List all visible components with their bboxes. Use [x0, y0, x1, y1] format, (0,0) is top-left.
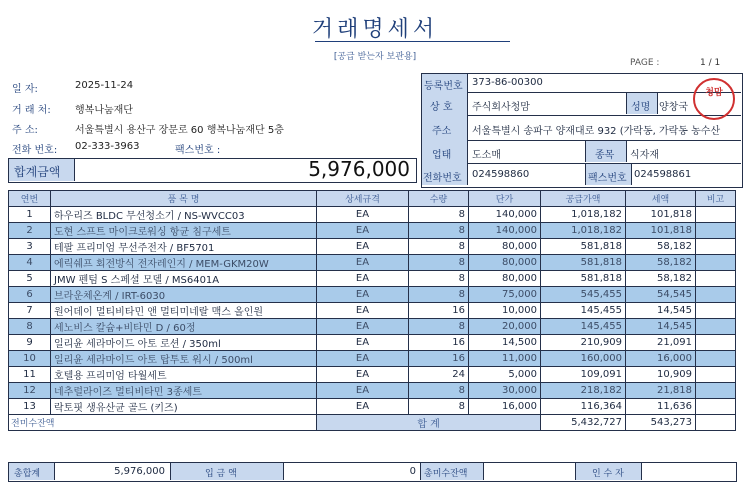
supplier-address-value: 서울특별시 송파구 양재대로 932 (가락동, 가락동 농수산: [472, 126, 721, 137]
row-supply: 1,018,182: [541, 206, 626, 222]
footer-payment-label: 입 금 액: [205, 469, 237, 479]
row-price: 20,000: [469, 318, 541, 334]
row-no: 6: [9, 286, 51, 302]
row-price: 80,000: [469, 270, 541, 286]
row-note: [696, 254, 736, 270]
row-spec: EA: [317, 366, 409, 382]
name-value: 양창국: [659, 102, 688, 113]
biz-type-label: 업태: [432, 150, 452, 161]
address-value: 서울특별시 용산구 장문로 60 행복나눔재단 5층: [75, 125, 284, 136]
row-qty: 8: [409, 222, 469, 238]
row-tax: 54,545: [626, 286, 696, 302]
biz-item-label: 종목: [595, 150, 615, 161]
row-item: JMW 펜텀 S 스페셜 모델 / MS6401A: [51, 270, 317, 286]
row-price: 80,000: [469, 254, 541, 270]
prev-balance-label: 전미수잔액: [9, 414, 317, 430]
row-no: 7: [9, 302, 51, 318]
date-value: 2025-11-24: [75, 80, 134, 91]
row-spec: EA: [317, 334, 409, 350]
row-supply: 160,000: [541, 350, 626, 366]
row-item: 호텔용 프리미엄 타월세트: [51, 366, 317, 382]
row-note: [696, 222, 736, 238]
row-tax: 101,818: [626, 222, 696, 238]
row-note: [696, 318, 736, 334]
page-number: 1 / 1: [700, 58, 721, 68]
row-supply: 210,909: [541, 334, 626, 350]
header-price: 단가: [469, 191, 541, 207]
row-no: 12: [9, 382, 51, 398]
row-note: [696, 366, 736, 382]
table-row: [9, 206, 736, 222]
footer-payment-value: 0: [409, 466, 416, 477]
row-price: 5,000: [469, 366, 541, 382]
row-price: 16,000: [469, 398, 541, 414]
row-no: 1: [9, 206, 51, 222]
fax-label: 팩스번호 :: [175, 145, 221, 156]
row-spec: EA: [317, 286, 409, 302]
row-note: [696, 238, 736, 254]
table-row: [9, 302, 736, 318]
row-supply: 545,455: [541, 286, 626, 302]
phone-label: 전화 번호:: [12, 145, 58, 156]
sum-tax: 543,273: [626, 414, 696, 430]
table-row: [9, 366, 736, 382]
footer-total-value: 5,976,000: [114, 466, 165, 477]
row-qty: 8: [409, 398, 469, 414]
row-qty: 8: [409, 206, 469, 222]
row-supply: 1,018,182: [541, 222, 626, 238]
row-supply: 116,364: [541, 398, 626, 414]
company-seal-stamp: [693, 78, 735, 120]
table-row: [9, 270, 736, 286]
row-item: 세노비스 칼슘+비타민 D / 60정: [51, 318, 317, 334]
row-note: [696, 206, 736, 222]
sum-note: [696, 414, 736, 430]
row-qty: 16: [409, 350, 469, 366]
row-tax: 10,909: [626, 366, 696, 382]
header-spec: 상세규격: [317, 191, 409, 207]
supplier-sep-3: [421, 140, 741, 141]
row-supply: 145,455: [541, 318, 626, 334]
row-tax: 58,182: [626, 254, 696, 270]
table-row: [9, 350, 736, 366]
row-price: 14,500: [469, 334, 541, 350]
row-item: 원어데이 멀티비타민 앤 멀티미네랄 맥스 올인원: [51, 302, 317, 318]
header-supply: 공급가액: [541, 191, 626, 207]
table-row: [9, 254, 736, 270]
row-item: 에릭쉐프 회전방식 전자레인지 / MEM-GKM20W: [51, 254, 317, 270]
company-value: 주식회사청맘: [472, 102, 530, 113]
row-item: 도현 스프트 마이크로워싱 항균 침구세트: [51, 222, 317, 238]
supplier-fax-label: 팩스번호: [588, 173, 627, 184]
row-qty: 8: [409, 254, 469, 270]
document-title: 거래명세서: [311, 17, 439, 42]
seal-text: 청맘: [705, 88, 723, 98]
row-qty: 16: [409, 334, 469, 350]
phone-value: 02-333-3963: [75, 141, 140, 152]
row-supply: 145,455: [541, 302, 626, 318]
row-note: [696, 350, 736, 366]
document-subtitle: [공급 받는자 보관용]: [333, 52, 417, 62]
sum-supply: 5,432,727: [541, 414, 626, 430]
client-value: 행복나눔재단: [75, 105, 133, 116]
row-price: 11,000: [469, 350, 541, 366]
client-label: 거 래 처:: [12, 105, 51, 116]
biz-item-value: 식자재: [630, 150, 659, 161]
reg-no-value: 373-86-00300: [472, 77, 543, 88]
row-spec: EA: [317, 238, 409, 254]
row-spec: EA: [317, 206, 409, 222]
row-spec: EA: [317, 382, 409, 398]
row-supply: 218,182: [541, 382, 626, 398]
row-spec: EA: [317, 350, 409, 366]
row-qty: 8: [409, 382, 469, 398]
row-no: 9: [9, 334, 51, 350]
header-note: 비고: [696, 191, 736, 207]
header-item: 품 목 명: [51, 191, 317, 207]
table-row: [9, 334, 736, 350]
row-item: 테팔 프리미엄 무선주전자 / BF5701: [51, 238, 317, 254]
reg-no-label: 등록번호: [424, 81, 463, 92]
sum-label: 합 계: [317, 414, 541, 430]
row-qty: 8: [409, 238, 469, 254]
row-spec: EA: [317, 270, 409, 286]
row-note: [696, 334, 736, 350]
row-qty: 16: [409, 302, 469, 318]
row-tax: 14,545: [626, 318, 696, 334]
name-label: 성명: [631, 102, 651, 113]
supplier-phone-value: 024598860: [472, 169, 530, 180]
row-note: [696, 302, 736, 318]
row-price: 140,000: [469, 206, 541, 222]
row-price: 10,000: [469, 302, 541, 318]
row-note: [696, 286, 736, 302]
total-amount-label: 합계금액: [14, 165, 61, 179]
date-label: 일 자:: [12, 84, 38, 95]
row-item: 네추럴라이즈 멀티비타민 3종세트: [51, 382, 317, 398]
header-no: 연번: [9, 191, 51, 207]
row-spec: EA: [317, 318, 409, 334]
row-item: 일리윤 세라마이드 아토 탑투토 워시 / 500ml: [51, 350, 317, 366]
table-row: [9, 238, 736, 254]
total-amount-value: 5,976,000: [308, 157, 410, 181]
footer-total-label: 총합계: [14, 469, 41, 479]
row-no: 2: [9, 222, 51, 238]
table-row: [9, 222, 736, 238]
row-spec: EA: [317, 398, 409, 414]
row-note: [696, 382, 736, 398]
row-supply: 109,091: [541, 366, 626, 382]
row-no: 10: [9, 350, 51, 366]
company-label: 상 호: [430, 102, 453, 113]
row-item: 일리윤 세라마이드 아토 로션 / 350ml: [51, 334, 317, 350]
row-tax: 16,000: [626, 350, 696, 366]
row-qty: 8: [409, 270, 469, 286]
row-supply: 581,818: [541, 238, 626, 254]
row-tax: 14,545: [626, 302, 696, 318]
row-no: 5: [9, 270, 51, 286]
footer-receiver-label: 인 수 자: [592, 469, 624, 479]
row-note: [696, 398, 736, 414]
table-row: [9, 382, 736, 398]
row-no: 13: [9, 398, 51, 414]
supplier-address-label: 주소: [432, 126, 452, 137]
supplier-fax-value: 024598861: [634, 169, 692, 180]
row-item: 락토핏 생유산균 골드 (키즈): [51, 398, 317, 414]
row-supply: 581,818: [541, 270, 626, 286]
row-note: [696, 270, 736, 286]
row-no: 11: [9, 366, 51, 382]
row-tax: 58,182: [626, 270, 696, 286]
row-qty: 24: [409, 366, 469, 382]
items-table: [8, 190, 736, 431]
header-qty: 수량: [409, 191, 469, 207]
row-tax: 101,818: [626, 206, 696, 222]
row-tax: 58,182: [626, 238, 696, 254]
row-price: 75,000: [469, 286, 541, 302]
title-underline: [315, 41, 510, 42]
table-row: [9, 398, 736, 414]
row-price: 140,000: [469, 222, 541, 238]
row-item: 브라운체온계 / IRT-6030: [51, 286, 317, 302]
row-no: 4: [9, 254, 51, 270]
row-supply: 581,818: [541, 254, 626, 270]
address-label: 주 소:: [12, 125, 38, 136]
row-spec: EA: [317, 254, 409, 270]
page-label: PAGE :: [630, 58, 660, 68]
row-qty: 8: [409, 318, 469, 334]
row-tax: 21,818: [626, 382, 696, 398]
row-price: 80,000: [469, 238, 541, 254]
footer-balance-label: 총미수잔액: [424, 469, 468, 479]
biz-type-value: 도소매: [472, 150, 501, 161]
table-header-row: [9, 191, 736, 207]
supplier-sep-2: [421, 115, 741, 116]
supplier-sep-4: [421, 163, 741, 164]
row-price: 30,000: [469, 382, 541, 398]
row-item: 하우리즈 BLDC 무선청소기 / NS-WVCC03: [51, 206, 317, 222]
row-no: 8: [9, 318, 51, 334]
row-spec: EA: [317, 302, 409, 318]
row-spec: EA: [317, 222, 409, 238]
row-tax: 21,091: [626, 334, 696, 350]
supplier-phone-label: 전화번호: [423, 173, 462, 184]
header-tax: 세액: [626, 191, 696, 207]
row-qty: 8: [409, 286, 469, 302]
row-tax: 11,636: [626, 398, 696, 414]
table-row: [9, 318, 736, 334]
table-summary-row: [9, 414, 736, 430]
table-row: [9, 286, 736, 302]
row-no: 3: [9, 238, 51, 254]
